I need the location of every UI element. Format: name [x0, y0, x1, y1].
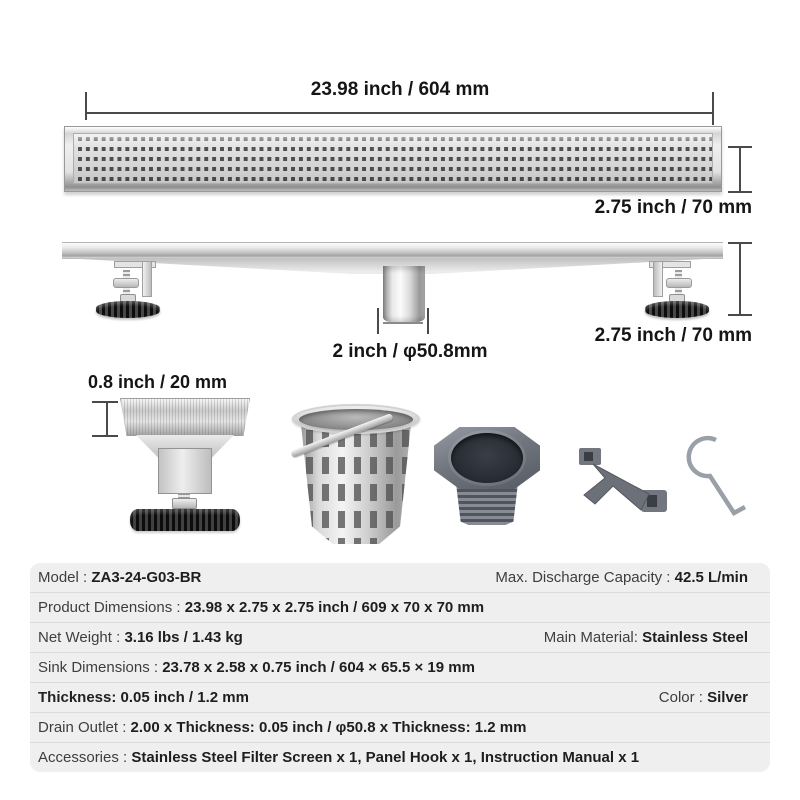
dimension-tick [427, 308, 429, 334]
adjustable-foot-left [96, 258, 162, 320]
foot-adjuster-nut [666, 278, 692, 288]
dimension-tick [728, 191, 752, 193]
spec-row-drain-outlet [30, 712, 770, 742]
dimension-line-outlet [383, 322, 423, 324]
spec-cell [544, 629, 748, 646]
foot-base-disc [130, 509, 240, 531]
dimension-tick [92, 435, 118, 437]
foot-nut [172, 498, 197, 509]
panel-hook-icon [575, 440, 671, 520]
dimension-tick [92, 401, 118, 403]
spec-row-model [30, 563, 770, 592]
spec-table [30, 563, 770, 772]
spec-label: Main Material: [543, 629, 643, 646]
spec-value: 23.78 x 2.58 x 0.75 inch / 604 × 65.5 × 19 mm [162, 659, 475, 676]
wire-hook-icon [664, 432, 750, 524]
spec-cell [38, 719, 526, 736]
spec-value: 23.98 x 2.75 x 2.75 inch / 609 x 70 x 70 mm [184, 599, 485, 616]
dimension-line-channel-height [739, 242, 741, 316]
spec-cell [38, 689, 249, 706]
basket-body [298, 418, 414, 544]
spec-value: ZA3-24-G03-BR [91, 569, 202, 586]
dimension-label-channel-height: 2.75 inch / 70 mm [594, 325, 752, 346]
foot-top-plate [120, 398, 250, 436]
spec-value: 2.00 x Thickness: 0.05 inch / φ50.8 x Thickness: 1.2 mm [130, 719, 527, 736]
spec-value: 0.05 inch / 1.2 mm [120, 689, 249, 706]
foot-bracket-arm [142, 261, 152, 297]
adjustable-foot-closeup [118, 396, 252, 536]
threaded-drain-adapter [434, 427, 540, 525]
spec-label: Sink Dimensions : [38, 659, 163, 676]
spec-row-thickness [30, 682, 770, 712]
spec-cell [38, 629, 243, 646]
dimension-line-grate-height [739, 146, 741, 193]
drain-grate-top-view [64, 126, 722, 192]
foot-base-disc [645, 301, 709, 318]
spec-row-accessories [30, 742, 770, 772]
dimension-tick [85, 92, 87, 120]
spec-label: Max. Discharge Capacity : [495, 569, 675, 586]
spec-label: Drain Outlet : [38, 719, 131, 736]
spec-value: Stainless Steel Filter Screen x 1, Panel Hook x 1, Instruction Manual x 1 [131, 749, 640, 766]
spec-label: Color : [658, 689, 708, 706]
grate-perforation-pattern [73, 133, 713, 184]
spec-row-sink-dimensions [30, 652, 770, 682]
spec-cell [38, 659, 475, 676]
spec-cell [38, 749, 639, 766]
spec-value: Stainless Steel [642, 629, 748, 646]
foot-body-block [158, 448, 212, 494]
adjustable-foot-right [643, 258, 709, 320]
spec-value: 42.5 L/min [674, 569, 748, 586]
spec-cell [38, 599, 484, 616]
spec-row-product-dimensions [30, 592, 770, 622]
dimension-label-foot-height: 0.8 inch / 20 mm [88, 372, 228, 392]
foot-bracket-arm [653, 261, 663, 297]
spec-cell [495, 569, 748, 586]
foot-adjuster-nut [113, 278, 139, 288]
spec-label: Product Dimensions : [38, 599, 185, 616]
filter-basket [292, 404, 420, 548]
dimension-tick [728, 314, 752, 316]
spec-label: Accessories : [38, 749, 132, 766]
dimension-line-top-length [86, 112, 713, 114]
drain-channel-side-view [62, 242, 723, 259]
spec-label: Model : [38, 569, 92, 586]
foot-base-disc [96, 301, 160, 318]
spec-cell [659, 689, 748, 706]
drain-outlet-pipe [383, 266, 425, 322]
dimension-tick [377, 308, 379, 334]
dimension-line-foot-height [106, 403, 108, 435]
dimension-label-top-length: 23.98 inch / 604 mm [310, 79, 490, 100]
spec-value: Silver [707, 689, 748, 706]
adapter-threads [454, 483, 520, 525]
dimension-tick [712, 92, 714, 125]
spec-row-net-weight [30, 622, 770, 652]
adapter-bore [451, 433, 523, 483]
dimension-label-grate-height: 2.75 inch / 70 mm [594, 197, 752, 218]
spec-value: 3.16 lbs / 1.43 kg [124, 629, 243, 646]
spec-label: Thickness: [38, 689, 121, 706]
spec-cell [38, 569, 201, 586]
spec-label: Net Weight : [38, 629, 125, 646]
dimension-label-outlet-diameter: 2 inch / φ50.8mm [332, 341, 488, 362]
